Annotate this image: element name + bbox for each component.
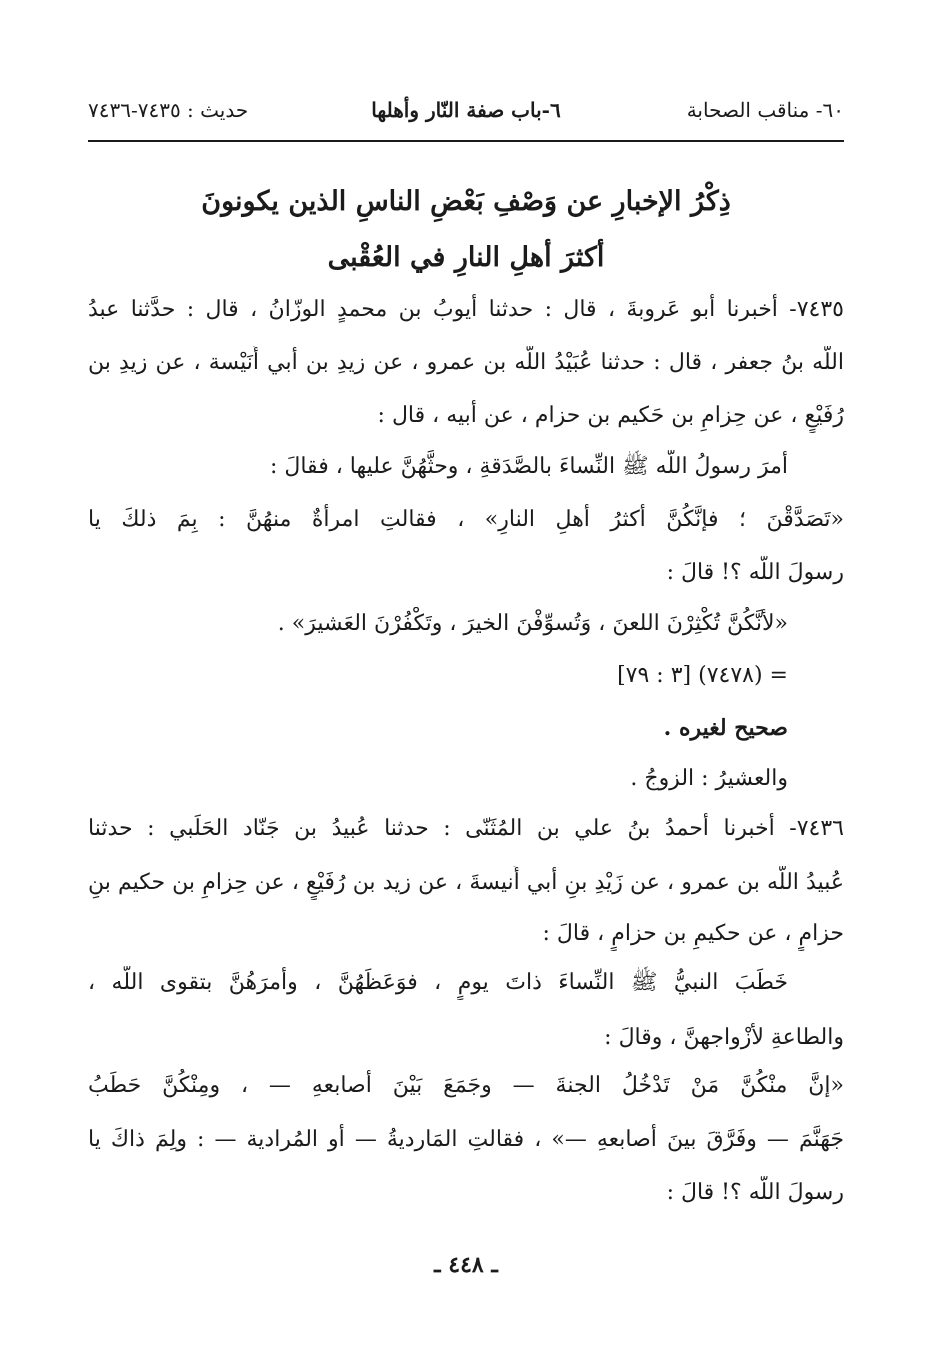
text-line: رسولَ اللّه ؟! قالَ : bbox=[666, 1180, 844, 1205]
text-line: ٧٤٣٦- أخبرنا أحمدُ بنُ علي بن المُثَنّى : حدثنا عُبيدُ بن جَنّاد الحَلَبي : حدثنا bbox=[88, 816, 844, 841]
grading: صحيح لغيره . bbox=[663, 715, 788, 741]
header-section: ٦-باب صفة النّار وأهلها bbox=[371, 98, 561, 122]
header-chapter: ٦٠- مناقب الصحابة bbox=[686, 98, 844, 122]
running-header bbox=[88, 98, 844, 128]
text-line: جَهَنَّمَ — وفَرَّقَ بينَ أصابعهِ —» ، فقالتِ المَارديةُ — أو المُرادية — : ولِمَ ذاكَ يا bbox=[88, 1127, 844, 1152]
text-line: خَطَبَ النبيُّ ﷺ النِّساءَ ذاتَ يومٍ ، فوَعَظَهُنَّ ، وأمرَهُنَّ بتقوى اللّه ، bbox=[88, 970, 788, 995]
text-line: ٧٤٣٥- أخبرنا أبو عَروبةَ ، قال : حدثنا أيوبُ بن محمدٍ الوزّانُ ، قال : حدَّثنا عبدُ bbox=[88, 297, 844, 322]
page-number: ـ ٤٤٨ ـ bbox=[434, 1252, 498, 1278]
gloss: والعشيرُ : الزوجُ . bbox=[630, 766, 788, 791]
text-line: «إنَّ منْكُنَّ مَنْ تَدْخُلُ الجنةَ — وجَمَعَ بَيْنَ أصابعهِ — ، ومِنْكُنَّ حَطَبُ bbox=[88, 1073, 844, 1098]
text-line: «تَصَدَّقْنَ ؛ فإنَّكُنَّ أكثرُ أهلِ النارِ» ، فقالتِ امرأةٌ منهُنَّ : بِمَ ذلكَ يا bbox=[88, 507, 844, 532]
cross-reference: = (٧٤٧٨) [٣ : ٧٩] bbox=[617, 663, 788, 688]
text-line: اللّه بنُ جعفر ، قال : حدثنا عُبَيْدُ اللّه بن عمرو ، عن زيدِ بن أبي أُنَيْسة ، عن زيدِ بن bbox=[88, 350, 844, 375]
text-line: والطاعةِ لأزْواجهنَّ ، وقالَ : bbox=[604, 1025, 844, 1050]
header-rule bbox=[88, 140, 844, 142]
section-title-line-1: ذِكْرُ الإخبارِ عن وَصْفِ بَعْضِ الناسِ الذين يكونونَ bbox=[201, 186, 731, 217]
text-line: «لأنَّكُنَّ تُكْثِرْنَ اللعنَ ، وَتُسوِّفْنَ الخيرَ ، وتَكْفُرْنَ العَشيرَ» . bbox=[277, 611, 788, 636]
text-line: أمرَ رسولُ اللّه ﷺ النِّساءَ بالصَّدَقةِ ، وحثَّهُنَّ عليها ، فقالَ : bbox=[269, 454, 788, 479]
header-hadith-range: حديث : ٧٤٣٥-٧٤٣٦ bbox=[88, 98, 249, 122]
text-line: رسولَ اللّه ؟! قالَ : bbox=[666, 560, 844, 585]
text-line: عُبيدُ اللّه بن عمرو ، عن زَيْدِ بنِ أبي أُنيسةَ ، عن زيد بن رُفَيْعٍ ، عن حِزامِ بن حكيم بنِ bbox=[88, 870, 844, 895]
text-line: حزامٍ ، عن حكيمِ بن حزامٍ ، قالَ : bbox=[542, 921, 844, 946]
text-line: رُفَيْعٍ ، عن حِزامِ بن حَكيم بن حزام ، عن أبيه ، قال : bbox=[377, 403, 844, 428]
section-title-line-2: أكثرَ أهلِ النارِ في العُقْبى bbox=[327, 242, 605, 273]
